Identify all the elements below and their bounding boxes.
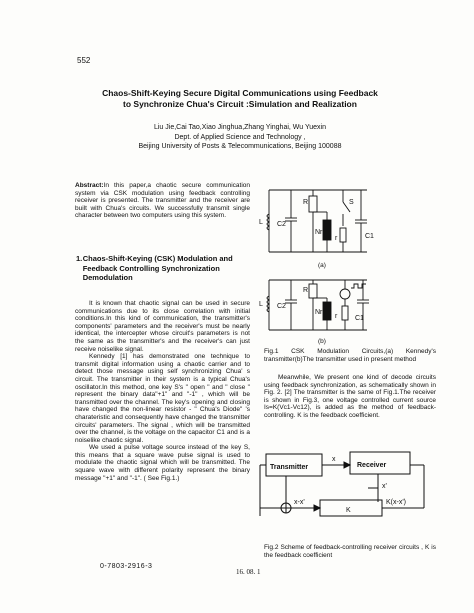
label-C2: C2 [277, 221, 286, 228]
transmitter-label: Transmitter [270, 464, 309, 471]
label-Nr-b: Nr [315, 309, 323, 316]
label-C1-b: C1 [355, 315, 364, 322]
label-L-b: L [259, 301, 263, 308]
footer-date: 16. 08. 1 [236, 568, 261, 576]
right-paragraph-text: Meanwhile, We present one kind of decode circuits using feedback synchronization, as schematically shown in Fig. 2. [2] The transmitter is the same of Fig.1.The receiver is shown in Fig.3, one voltage controlled current source Is=K(Vc1-Vc12), is added as the method of feedback-controlling. K is the feedback coefficient. [264, 374, 436, 419]
figure-1b-label: (b) [318, 338, 326, 345]
abstract-label: Abstract: [75, 182, 104, 189]
page-number: 552 [77, 56, 91, 65]
paragraph-3: We used a pulse voltage source instead of the key S, this means that a square wave pulse signal is used to modulate the chaotic signal which will be transmitted. The square wave with different polarity represent the binary message "+1" and "-1". ( See Fig.1.) [75, 444, 250, 482]
figure-1-caption: Fig.1 CSK Modulation Circuits,(a) Kennedy's transmitter(b)The transmitter used in present method [264, 348, 436, 363]
x-label: x [332, 456, 336, 463]
section-body [75, 300, 250, 482]
affiliation-line-2: Beijing University of Posts & Telecommunications, Beijing 100088 [138, 143, 342, 150]
paper-title [40, 88, 440, 110]
title-line-1: Chaos-Shift-Keying Secure Digital Communications using Feedback [102, 88, 378, 98]
label-R: R [303, 199, 309, 206]
author-block [40, 123, 440, 152]
label-C1: C1 [365, 233, 374, 240]
footer-isbn: 0-7803-2916-3 [100, 563, 153, 570]
x-minus-label: x-x' [294, 499, 305, 506]
k-label: K [346, 507, 351, 514]
figure-2-diagram [258, 446, 430, 536]
abstract-text: In this paper,a chaotic secure communication system via CSK modulation using feedback controlling receiver is presented. The transmitter and the receiver are built with Chua's circuits. We successfully transmit single character between two computers using this system. [75, 182, 250, 220]
figure-1a-label: (a) [318, 262, 326, 269]
label-r-b: r [335, 313, 338, 320]
affiliation-line-1: Dept. of Applied Science and Technology , [174, 133, 306, 141]
receiver-label: Receiver [357, 462, 387, 469]
authors: Liu Jie,Cai Tao,Xiao Jinghua,Zhang Yinghai, Wu Yuexin [153, 124, 326, 131]
label-Nr: Nr [315, 229, 323, 236]
x-prime-label: x' [382, 483, 387, 490]
section-title: Chaos-Shift-Keying (CSK) Modulation and Feedback Controlling Synchronization Demodulation [82, 254, 233, 282]
label-L: L [259, 219, 263, 226]
title-line-2: to Synchronize Chua's Circuit :Simulation and Realization [123, 99, 357, 109]
label-r: r [335, 235, 338, 242]
label-C2-b: C2 [277, 303, 286, 310]
paragraph-2: Kennedy [1] has demonstrated one technique to transmit digital information using a chaotic carrier and to detect those message using self synchronizing Chua' s circuit. The transmitter in their system is a typical Chua's oscillator.In this method, one key S's " open " and " close " represent the binary data"+1" and "-1" , which will be transmitted over the channel. The key's opening and closing have changed the non-linear resistor - " Chua's Diode" 's charateristic and consequently have changed the transmitter circuits' parameters. The signal , which will be transmitted over the channel, is the voltage on the capacitor C1 and is a noiselike chaotic signal. [75, 353, 250, 444]
right-paragraph [264, 374, 436, 420]
section-number: 1. [76, 254, 83, 263]
label-S: S [349, 199, 354, 206]
section-heading [76, 254, 246, 283]
label-R-b: R [303, 287, 309, 294]
k-out-label: K(x-x') [386, 499, 406, 506]
figure-1b-circuit [255, 270, 375, 336]
figure-1a-circuit [255, 176, 375, 258]
abstract [75, 182, 250, 220]
figure-2-caption: Fig.2 Scheme of feedback-controlling receiver circuits , K is the feedback coefficient [264, 544, 436, 559]
paragraph-1: It is known that chaotic signal can be used in secure communications due to its close correlation with initial conditions.In this kind of communication, the transmitter's components' parameters and the receiver's must be nearly identical, the intercepter whose circuit's parameters is not the same as the transmitter's and the receiver's can just receive noiselike signal. [75, 300, 250, 353]
